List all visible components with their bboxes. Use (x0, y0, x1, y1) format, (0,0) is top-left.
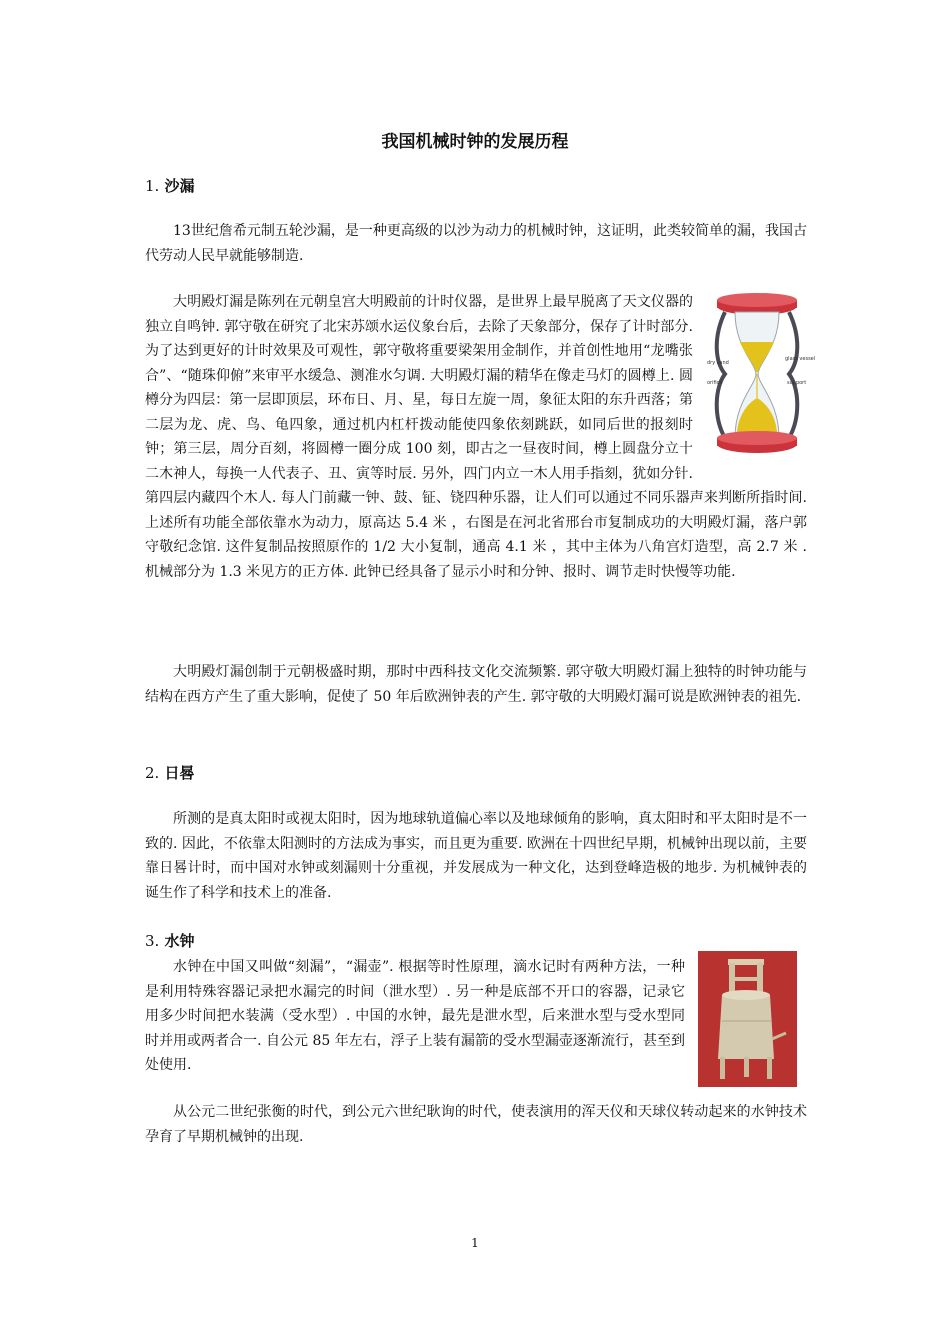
page-title: 我国机械时钟的发展历程 (381, 132, 569, 152)
figure-label: dry sand (707, 360, 729, 366)
section-heading-2 (145, 762, 195, 783)
section-number: 2. (145, 764, 160, 782)
section-heading-3 (145, 930, 195, 951)
section-number: 3. (145, 932, 160, 950)
figure-label: support (787, 380, 807, 386)
paragraph: 水钟在中国又叫做“刻漏”，“漏壶”. 根据等时性原理，滴水记时有两种方法，一种是利用特殊容器记录把水漏完的时间（泄水型）. 另一种是底部不开口的容器，记录它用多少时间把水装满（受水型）. 中国的水钟，最先是泄水型，后来泄水型与受水型同时并用或两者合一. 自公元 85 年左右，浮子上装有漏箭的受水型漏壶逐渐流行，甚至到处使用. (145, 959, 685, 1073)
section-heading-1 (145, 175, 195, 196)
bronze-vessel-illustration (698, 951, 797, 1087)
hourglass-illustration (707, 292, 816, 458)
water-clock-image (698, 951, 797, 1087)
paragraph: 所测的是真太阳时或视太阳时，因为地球轨道偏心率以及地球倾角的影响，真太阳时和平太阳时是不一致的. 因此，不依靠太阳测时的方法成为事实，而且更为重要. 欧洲在十四世纪早期，机械钟出现以前，主要靠日晷计时，而中国对水钟或刻漏则十分重视，并发展成为一种文化，达到登峰造极的地步. 为机械钟表的诞生作了科学和技术上的准备. (145, 811, 807, 901)
section-title: 日晷 (164, 764, 195, 782)
page-number: 1 (471, 1236, 479, 1250)
paragraph: 大明殿灯漏创制于元朝极盛时期，那时中西科技文化交流频繁. 郭守敬大明殿灯漏上独特的时钟功能与结构在西方产生了重大影响，促使了 50 年后欧洲钟表的产生. 郭守敬的大明殿灯漏可说是欧洲钟表的祖先. (145, 664, 807, 705)
section-title: 沙漏 (164, 177, 195, 195)
paragraph-with-figure (145, 290, 816, 584)
figure-label: orifice (707, 380, 723, 386)
hourglass-image (707, 292, 816, 458)
section-number: 1. (145, 177, 160, 195)
paragraph-text: 大明殿灯漏是陈列在元朝皇宫大明殿前的计时仪器，是世界上最早脱离了天文仪器的独立自鸣钟. 郭守敬在研究了北宋苏颂水运仪象台后，去除了天象部分，保存了计时部分. 为了达到更好的计时效果及可观性，郭守敬将重要梁架用金制作，并首创性地用“龙嘴张合”、“随珠仰俯”来审平水缓急、测准水匀调. 大明殿灯漏的精华在像走马灯的圆樽上. 圆樽分为四层：第一层即顶层，环布日、月、星，每日左旋一周，象征太阳的东升西落；第二层为龙、虎、鸟、龟四象，通过机内杠杆拨动能使四象依刻跳跃，如同后世的报刻时钟；第三层，周分百刻，将圆樽一圈分成 100 刻，即古之一昼夜时间，樽上圆盘分立十二木神人，每换一人代表子、丑、寅等时辰. 另外，四门内立一木人用手指刻，犹如分针. 第四层内藏四个木人. 每人门前藏一钟、鼓、钲、铙四种乐器，让人们可以通过不同乐器声来判断所指时间. 上述所有功能全部依靠水为动力，原高达 5.4 米 ，右图是在河北省邢台市复制成功的大明殿灯漏，落户郭守敬纪念馆. 这件复制品按照原作的 1/2 大小复制，通高 4.1 米 ，其中主体为八角宫灯造型，高 2.7 米 . 机械部分为 1.3 米见方的正方体. 此钟已经具备了显示小时和分钟、报时、调节走时快慢等功能. (145, 294, 807, 580)
section-title: 水钟 (164, 932, 195, 950)
figure-label: glass vessel (785, 356, 816, 362)
paragraph: 从公元二世纪张衡的时代，到公元六世纪耿询的时代，使表演用的浑天仪和天球仪转动起来的水钟技术孕育了早期机械钟的出现. (145, 1104, 807, 1145)
paragraph: 13世纪詹希元制五轮沙漏，是一种更高级的以沙为动力的机械时钟，这证明，此类较简单的漏，我国古代劳动人民早就能够制造. (145, 223, 807, 264)
